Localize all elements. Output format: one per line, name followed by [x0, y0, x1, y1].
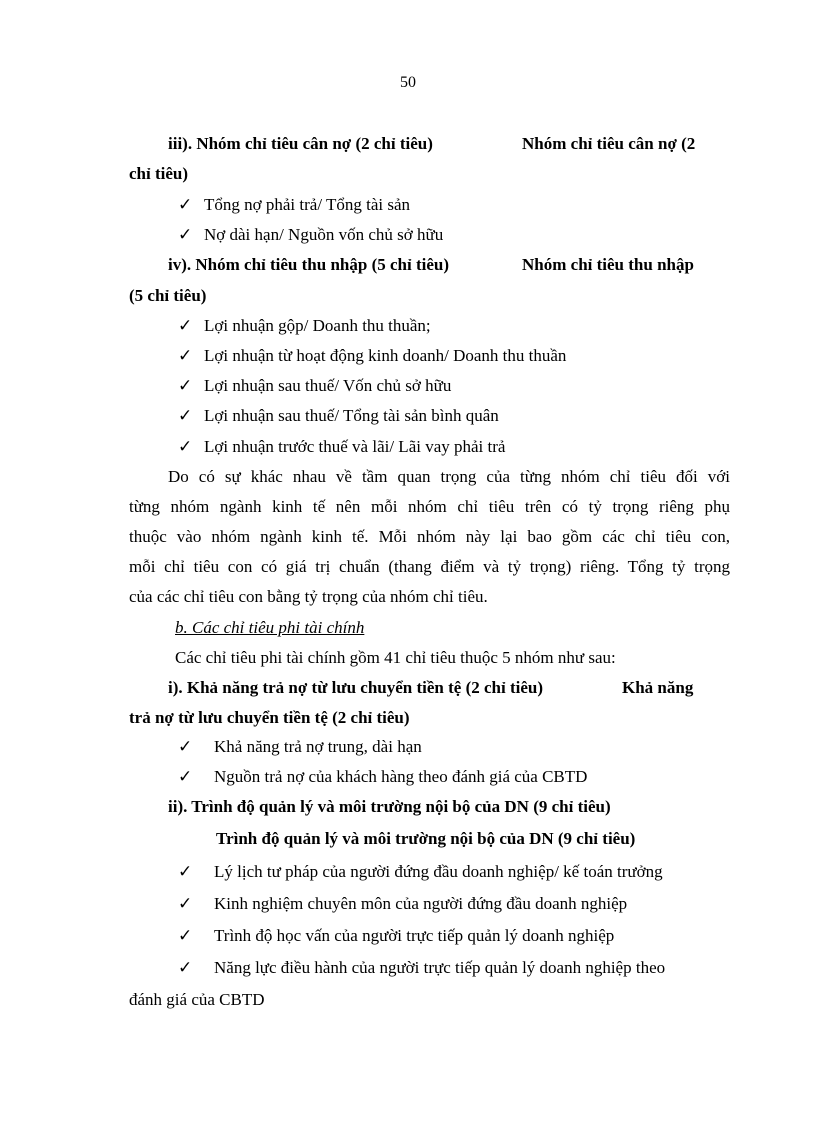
debt-heading-a: iii). Nhóm chỉ tiêu cân nợ (2 chỉ tiêu): [168, 134, 433, 153]
check-icon: ✓: [178, 767, 193, 786]
check-icon: ✓: [178, 737, 193, 756]
list-item: ✓ Lợi nhuận sau thuế/ Vốn chủ sở hữu: [178, 376, 452, 395]
income-heading-c: (5 chỉ tiêu): [129, 286, 207, 305]
list-item: ✓ Khả năng trả nợ trung, dài hạn: [178, 737, 422, 756]
check-icon: ✓: [178, 958, 193, 977]
check-icon: ✓: [178, 346, 193, 365]
group1-heading-a: i). Khả năng trả nợ từ lưu chuyển tiền tệ (2 chỉ tiêu): [168, 678, 544, 697]
list-item: ✓ Lợi nhuận từ hoạt động kinh doanh/ Doanh thu thuần: [178, 346, 567, 365]
list-item: ✓ Năng lực điều hành của người trực tiếp quản lý doanh nghiệp theo: [178, 958, 666, 977]
check-icon: ✓: [178, 376, 193, 395]
list-item: ✓ Lý lịch tư pháp của người đứng đầu doanh nghiệp/ kế toán trưởng: [178, 862, 663, 881]
check-icon: ✓: [178, 926, 193, 945]
section-intro: Các chỉ tiêu phi tài chính gồm 41 chỉ tiêu thuộc 5 nhóm như sau:: [175, 648, 616, 667]
page-number: 50: [400, 74, 416, 91]
list-item: ✓ Kinh nghiệm chuyên môn của người đứng đầu doanh nghiệp: [178, 894, 628, 913]
paragraph-line: mỗi chỉ tiêu con có giá trị chuẩn (thang điểm và tỷ trọng) riêng. Tổng tỷ trọng: [129, 557, 730, 576]
list-item: ✓ Nợ dài hạn/ Nguồn vốn chủ sở hữu: [178, 225, 444, 244]
list-item: ✓ Lợi nhuận trước thuế và lãi/ Lãi vay phải trả: [178, 437, 506, 456]
check-icon: ✓: [178, 437, 193, 456]
list-item: ✓ Lợi nhuận sau thuế/ Tổng tài sản bình quân: [178, 406, 499, 425]
list-item: ✓ Nguồn trả nợ của khách hàng theo đánh giá của CBTD: [178, 767, 588, 786]
list-item: ✓ Trình độ học vấn của người trực tiếp quản lý doanh nghiệp: [178, 926, 615, 945]
check-icon: ✓: [178, 195, 193, 214]
paragraph-line: thuộc vào nhóm ngành kinh tế. Mỗi nhóm này lại bao gồm các chỉ tiêu con,: [129, 527, 730, 546]
debt-heading-b: Nhóm chỉ tiêu cân nợ (2: [522, 134, 696, 153]
group1-heading-c: trả nợ từ lưu chuyển tiền tệ (2 chỉ tiêu): [129, 708, 410, 727]
paragraph-line: Do có sự khác nhau về tầm quan trọng của từng nhóm chỉ tiêu đối với: [168, 467, 730, 486]
paragraph-line: từng nhóm ngành kinh tế nên mỗi nhóm chỉ tiêu trên có tỷ trọng riêng phụ: [129, 497, 730, 516]
income-heading-b: Nhóm chỉ tiêu thu nhập: [522, 255, 694, 274]
list-item: ✓ Tổng nợ phải trả/ Tổng tài sản: [178, 195, 411, 214]
check-icon: ✓: [178, 406, 193, 425]
check-icon: ✓: [178, 225, 193, 244]
check-icon: ✓: [178, 862, 193, 881]
check-icon: ✓: [178, 894, 193, 913]
check-icon: ✓: [178, 316, 193, 335]
income-heading-a: iv). Nhóm chỉ tiêu thu nhập (5 chỉ tiêu): [168, 255, 449, 274]
group2-heading-a: ii). Trình độ quản lý và môi trường nội bộ của DN (9 chỉ tiêu): [168, 797, 611, 816]
list-item: ✓ Lợi nhuận gộp/ Doanh thu thuần;: [178, 316, 431, 335]
group2-heading-b: Trình độ quản lý và môi trường nội bộ của DN (9 chỉ tiêu): [216, 829, 636, 848]
debt-heading-c: chỉ tiêu): [129, 164, 189, 183]
list-item-continuation: đánh giá của CBTD: [129, 990, 265, 1009]
section-title: b. Các chỉ tiêu phi tài chính: [175, 618, 365, 637]
group1-heading-b: Khả năng: [622, 678, 694, 697]
paragraph-line: của các chỉ tiêu con bằng tỷ trọng của nhóm chỉ tiêu.: [129, 587, 488, 606]
